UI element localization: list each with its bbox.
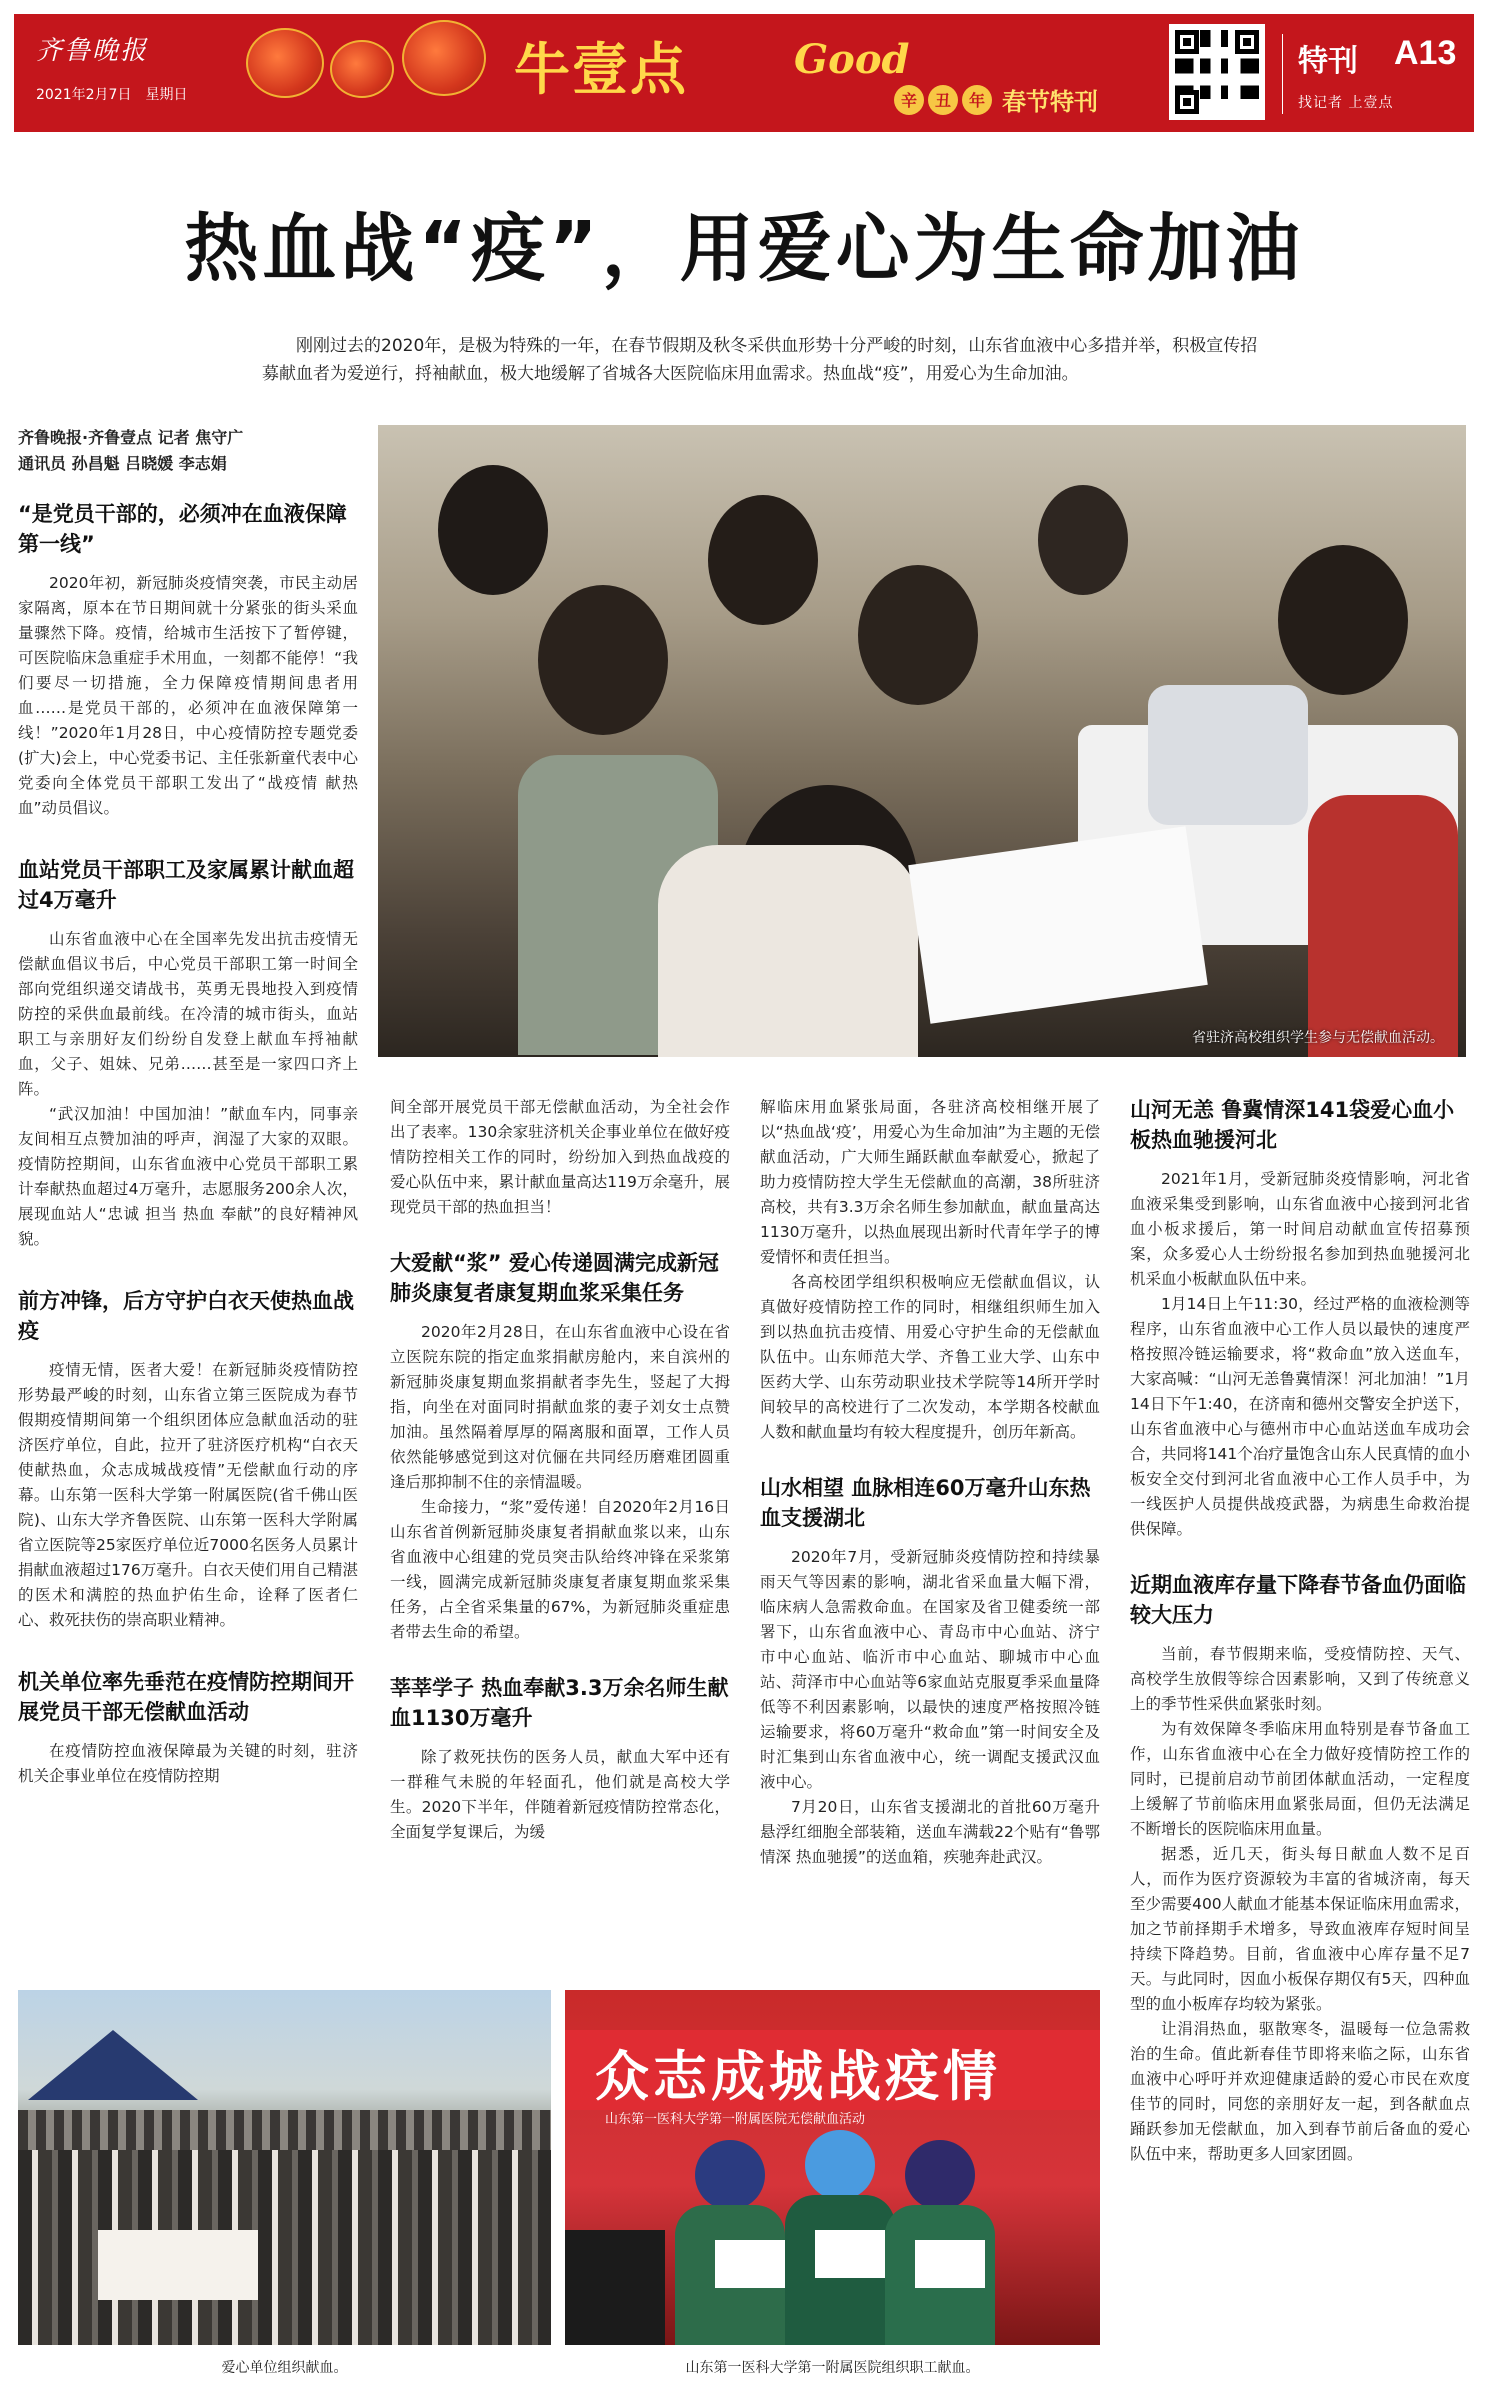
lantern-icon bbox=[246, 28, 324, 98]
byline-reporters: 齐鲁晚报·齐鲁壹点 记者 焦守广 bbox=[18, 428, 244, 447]
article-column-3 bbox=[760, 1095, 1100, 1870]
paragraph: 间全部开展党员干部无偿献血活动，为全社会作出了表率。130余家驻济机关企事业单位在做好疫情防控相关工作的同时，纷纷加入到热血战疫的爱心队伍中来，累计献血量高达119万余毫升，展现党员干部的热血担当！ bbox=[390, 1098, 730, 1216]
bottom-left-caption: 爱心单位组织献血。 bbox=[221, 2360, 348, 2376]
page-headline: 热血战“疫”，用爱心为生命加油 bbox=[184, 206, 1304, 292]
newspaper-logo: 齐鲁晚报 bbox=[36, 36, 149, 66]
subhead: 山水相望 血脉相连60万毫升山东热血支援湖北 bbox=[760, 1476, 1091, 1530]
subhead: 机关单位率先垂范在疫情防控期间开展党员干部无偿献血活动 bbox=[18, 1670, 354, 1724]
subhead: 前方冲锋，后方守护白衣天使热血战疫 bbox=[18, 1289, 354, 1343]
main-photo-caption: 省驻济高校组织学生参与无偿献血活动。 bbox=[1192, 1030, 1444, 1046]
bottom-right-caption: 山东第一医科大学第一附属医院组织职工献血。 bbox=[685, 2360, 980, 2376]
badge-char: 年 bbox=[962, 85, 992, 115]
paragraph: 疫情无情，医者大爱！在新冠肺炎疫情防控形势最严峻的时刻，山东省立第三医院成为春节假期疫情期间第一个组织团体应急献血活动的驻济医疗单位，自此，拉开了驻济医疗机构“白衣天使献热血，众志成城战疫情”无偿献血行动的序幕。山东第一医科大学第一附属医院(省千佛山医院)、山东大学齐鲁医院、山东第一医科大学附属省立医院等25家医疗单位近7000名医务人员累计捐献血液超过176万毫升。白衣天使们用自己精湛的医术和满腔的热血护佑生命，诠释了医者仁心、救死扶伤的崇高职业精神。 bbox=[18, 1361, 358, 1629]
paragraph: 2020年初，新冠肺炎疫情突袭，市民主动居家隔离，原本在节日期间就十分紧张的街头采血量骤然下降。疫情，给城市生活按下了暂停键，可医院临床急重症手术用血，一刻都不能停！“我们要尽一切措施，全力保障疫情期间患者用血……是党员干部的，必须冲在血液保障第一线！”2020年1月28日，中心疫情防控专题党委(扩大)会上，中心党委书记、主任张新童代表中心党委向全体党员干部职工发出了“战疫情 献热血”动员倡议。 bbox=[18, 574, 358, 817]
main-photo bbox=[378, 425, 1466, 1057]
byline-correspondents: 通讯员 孙昌魁 吕晓媛 李志娟 bbox=[18, 454, 227, 473]
paragraph: “武汉加油！中国加油！”献血车内，同事亲友间相互点赞加油的呼声，润湿了大家的双眼。疫情防控期间，山东省血液中心党员干部职工累计奉献热血超过4万毫升，志愿服务200余人次，展现血站人“忠诚 担当 热血 奉献”的良好精神风貌。 bbox=[18, 1105, 358, 1248]
badge-char: 丑 bbox=[928, 85, 958, 115]
paragraph: 2021年1月，受新冠肺炎疫情影响，河北省血液采集受到影响，山东省血液中心接到河北省血小板求援后，第一时间启动献血宣传招募预案，众多爱心人士纷纷报名参加到热血驰援河北机采血小板献血队伍中来。 bbox=[1130, 1170, 1470, 1288]
badge-text: 春节特刊 bbox=[1002, 88, 1098, 116]
subhead: 莘莘学子 热血奉献3.3万余名师生献血1130万毫升 bbox=[390, 1676, 729, 1730]
article-column-4 bbox=[1130, 1095, 1470, 2167]
lantern-icon bbox=[330, 40, 394, 98]
lede-paragraph: 刚刚过去的2020年，是极为特殊的一年，在春节假期及秋冬采供血形势十分严峻的时刻，山东省血液中心多措并举，积极宣传招募献血者为爱逆行，捋袖献血，极大地缓解了省城各大医院临床用血需求。热血战“疫”，用爱心为生命加油。 bbox=[262, 336, 1258, 384]
page-number: A13 bbox=[1394, 34, 1457, 72]
feature-brand-script: Good bbox=[794, 36, 910, 83]
paragraph: 各高校团学组织积极响应无偿献血倡议，认真做好疫情防控工作的同时，相继组织师生加入到以热血抗击疫情、用爱心守护生命的无偿献血队伍中。山东师范大学、齐鲁工业大学、山东中医药大学、山东劳动职业技术学院等14所开学时间较早的高校进行了二次发动，本学期各校献血人数和献血量均有较大程度提升，创历年新高。 bbox=[760, 1273, 1100, 1441]
badge-char: 辛 bbox=[894, 85, 924, 115]
paragraph: 2020年7月，受新冠肺炎疫情防控和持续暴雨天气等因素的影响，湖北省采血量大幅下滑，临床病人急需救命血。在国家及省卫健委统一部署下，山东省血液中心、青岛市中心血站、济宁市中心血站、临沂市中心血站、聊城市中心血站、菏泽市中心血站等6家血站克服夏季采血量降低等不利因素影响，以最快的速度严格按照冷链运输要求，将60万毫升“救命血”第一时间安全及时汇集到山东省血液中心，统一调配支援武汉血液中心。 bbox=[760, 1548, 1100, 1791]
paragraph: 当前，春节假期来临，受疫情防控、天气、高校学生放假等综合因素影响，又到了传统意义上的季节性采供血紧张时刻。 bbox=[1130, 1645, 1470, 1713]
article-column-2 bbox=[390, 1095, 730, 1845]
banner-title: 众志成城战疫情 bbox=[595, 2045, 1001, 2108]
spring-festival-badge bbox=[894, 82, 1098, 117]
paragraph: 在疫情防控血液保障最为关键的时刻，驻济机关企事业单位在疫情防控期 bbox=[18, 1742, 358, 1785]
subhead: 山河无恙 鲁冀情深141袋爱心血小板热血驰援河北 bbox=[1130, 1098, 1455, 1152]
masthead-banner bbox=[14, 14, 1474, 132]
weekday-text: 星期日 bbox=[145, 87, 188, 103]
section-label: 特刊 bbox=[1298, 44, 1358, 79]
article-column-1 bbox=[18, 425, 358, 1789]
paragraph: 除了救死扶伤的医务人员，献血大军中还有一群稚气未脱的年轻面孔，他们就是高校大学生。2020下半年，伴随着新冠疫情防控常态化，全面复学复课后，为缓 bbox=[390, 1748, 730, 1841]
subhead: 血站党员干部职工及家属累计献血超过4万毫升 bbox=[18, 858, 354, 912]
subhead: 大爱献“浆” 爱心传递圆满完成新冠肺炎康复者康复期血浆采集任务 bbox=[390, 1251, 719, 1305]
paragraph: 1月14日上午11:30，经过严格的血液检测等程序，山东省血液中心工作人员以最快的速度严格按照冷链运输要求，将“救命血”放入送血车，大家高喊：“山河无恙鲁冀情深！河北加油！”1月14日下午1:40，在济南和德州交警安全护送下，山东省血液中心与德州市中心血站送血车成功会合，共同将141个冶疗量饱含山东人民真情的血小板安全交付到河北省血液中心工作人员手中，为一线医护人员提供战疫武器，为病患生命救治提供保障。 bbox=[1130, 1295, 1470, 1538]
feature-brand-title: 牛壹点 bbox=[514, 37, 688, 103]
blood-drive-crowd-photo bbox=[18, 1990, 551, 2345]
paragraph: 生命接力，“浆”爱传递！自2020年2月16日山东省首例新冠肺炎康复者捐献血浆以来，山东省血液中心组建的党员突击队给终冲锋在采浆第一线，圆满完成新冠肺炎康复者康复期血浆采集任务，占全省采集量的67%，为新冠肺炎重症患者带去生命的希望。 bbox=[390, 1498, 730, 1641]
subhead: 近期血液库存量下降春节备血仍面临较大压力 bbox=[1130, 1573, 1466, 1627]
issue-date bbox=[36, 84, 187, 104]
header-divider bbox=[1282, 34, 1283, 114]
subhead: “是党员干部的，必须冲在血液保障第一线” bbox=[18, 502, 347, 556]
paragraph: 为有效保障冬季临床用血特别是春节备血工作，山东省血液中心在全力做好疫情防控工作的同时，已提前启动节前团体献血活动，一定程度上缓解了节前临床用血紧张局面，但仍无法满足不断增长的医院临床用血量。 bbox=[1130, 1720, 1470, 1838]
qr-code-icon[interactable] bbox=[1169, 24, 1265, 120]
paragraph: 2020年2月28日，在山东省血液中心设在省立医院东院的指定血浆捐献房舱内，来自滨州的新冠肺炎康复期血浆捐献者李先生，竖起了大拇指，向坐在对面同时捐献血浆的妻子刘女士点赞加油。虽然隔着厚厚的隔离服和面罩，工作人员依然能够感觉到这对伉俪在共同经历磨难团圆重逢后那抑制不住的亲情温暖。 bbox=[390, 1323, 730, 1491]
paragraph: 7月20日，山东省支援湖北的首批60万毫升悬浮红细胞全部装箱，送血车满载22个贴有“鲁鄂情深 热血驰援”的送血箱，疾驰奔赴武汉。 bbox=[760, 1798, 1100, 1866]
date-text: 2021年2月7日 bbox=[36, 87, 132, 103]
lantern-icon bbox=[402, 20, 486, 96]
editor-line: 找记者 上壹点 bbox=[1298, 95, 1394, 111]
paragraph: 据悉，近几天，街头每日献血人数不足百人，而作为医疗资源较为丰富的省城济南，每天至少需要400人献血才能基本保证临床用血需求，加之节前择期手术增多，导致血液库存短时间呈持续下降趋势。目前，省血液中心库存量不足7天。与此同时，因血小板保存期仅有5天，四种血型的血小板库存均较为紧张。 bbox=[1130, 1845, 1470, 2013]
banner-subtitle: 山东第一医科大学第一附属医院无偿献血活动 bbox=[605, 2112, 866, 2127]
hospital-staff-photo bbox=[565, 1990, 1100, 2345]
byline bbox=[18, 425, 358, 477]
paragraph: 山东省血液中心在全国率先发出抗击疫情无偿献血倡议书后，中心党员干部职工第一时间全部向党组织递交请战书，英勇无畏地投入到疫情防控的采供血最前线。在冷清的城市街头，血站职工与亲朋好友们纷纷自发登上献血车捋袖献血，父子、姐妹、兄弟……甚至是一家四口齐上阵。 bbox=[18, 930, 358, 1098]
paragraph: 让涓涓热血，驱散寒冬，温暖每一位急需救治的生命。值此新春佳节即将来临之际，山东省血液中心呼吁并欢迎健康适龄的爱心市民在欢度佳节的同时，同您的亲朋好友一起，到各献血点踊跃参加无偿献血，加入到春节前后备血的爱心队伍中来，帮助更多人回家团圆。 bbox=[1130, 2020, 1470, 2163]
paragraph: 解临床用血紧张局面，各驻济高校相继开展了以“热血战‘疫’，用爱心为生命加油”为主题的无偿献血活动，广大师生踊跃献血奉献爱心，掀起了助力疫情防控大学生无偿献血的高潮，38所驻济高校，共有3.3万余名师生参加献血，献血量高达1130万毫升，以热血展现出新时代青年学子的博爱情怀和责任担当。 bbox=[760, 1098, 1100, 1266]
